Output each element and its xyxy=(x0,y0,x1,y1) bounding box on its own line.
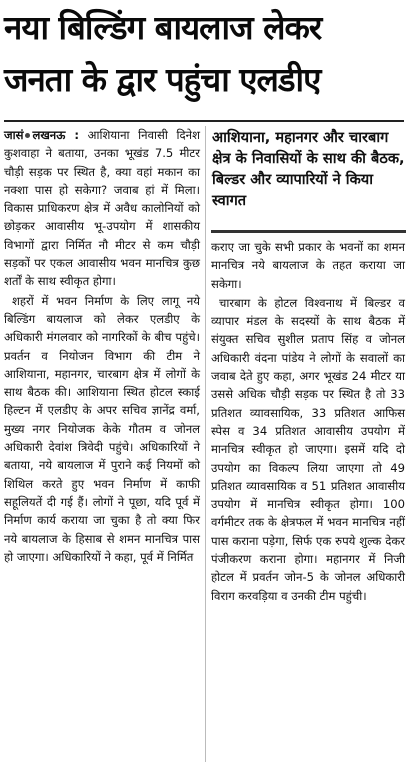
left-paragraph-1 xyxy=(4,126,200,291)
headline-line-1: नया बिल्डिंग बायलाज लेकर xyxy=(4,8,322,47)
column-divider xyxy=(205,126,206,762)
right-paragraph-1: कराए जा चुके सभी प्रकार के भवनों का शमन मानचित्र नये बायलाज के तहत कराया जा सकेगा। xyxy=(211,240,405,291)
left-paragraph-2: शहरों में भवन निर्माण के लिए लागू नये बिल्डिंग बायलाज को लेकर एलडीए के अधिकारी मंगलवार को नागरिकों के बीच पहुंचे। प्रवर्तन व नियोजन विभाग की टीम ने आशियाना, महानगर, चारबाग क्षेत्र में लोगों के साथ बैठक की। आशियाना स्थित होटल स्काई हिल्टन में एलडीए के अपर सचिव ज्ञानेंद्र वर्मा, मुख्य नगर नियोजक केके गौतम व जोनल अधिकारी देवांश त्रिवेदी पहुंचे। अधिकारियों ने बताया, नये बायलाज में पुराने कई नियमों को शिथिल करते हुए भवन निर्माण में काफी सहूलियतें दी गई हैं। लोगों ने पूछा, यदि पूर्व में निर्माण कार्य कराया जा चुका है तो क्या फिर नये बायलाज के हिसाब से शमन मानचित्र पास हो जाएगा। अधिकारियों ने कहा, पूर्व में निर्मित xyxy=(4,293,200,564)
headline xyxy=(4,2,406,106)
right-paragraph-2: चारबाग के होटल विश्वनाथ में बिल्डर व व्यापार मंडल के सदस्यों के साथ बैठक में संयुक्त सचिव सुशील प्रताप सिंह व जोनल अधिकारी वंदना पांडेय ने लोगों के सवालों का जवाब देते हुए कहा, अगर भूखंड 24 मीटर या उससे अधिक चौड़ी सड़क पर स्थित है तो 33 प्रतिशत व्यावसायिक, 33 प्रतिशत आफिस स्पेस व 34 प्रतिशत आवासीय उपयोग में मानचित्र स्वीकृत हो जाएगा। इसमें यदि दो उपयोग का विकल्प लिया जाएगा तो 49 प्रतिशत व्यावसायिक व 51 प्रतिशत आवासीय उपयोग में मानचित्र स्वीकृत होगा। 100 वर्गमीटर तक के क्षेत्रफल में भवन मानचित्र नहीं पास कराना पड़ेगा, सिर्फ एक रुपये शुल्क देकर पंजीकरण कराना होगा। महानगर में निजी होटल में प्रवर्तन जोन-5 के जोनल अधिकारी विराग करवड़िया व उनकी टीम पहुंची। xyxy=(211,295,405,603)
left-paragraph-1-text: आशियाना निवासी दिनेश कुशवाहा ने बताया, उनका भूखंड 7.5 मीटर चौड़ी सड़क पर स्थित है, क्या वहां मकान का नक्शा पास हो सकेगा? जवाब हां में मिला। विकास प्राधिकरण क्षेत्र में अवैध कालोनियों को छोड़कर आवासीय भू-उपयोग में शासकीय विभागों द्वारा निर्मित नौ मीटर से कम चौड़ी सड़कों पर एकल आवासीय भवन मानचित्र कुछ शर्तों के साथ स्वीकृत होगा। xyxy=(4,128,200,289)
headline-rule xyxy=(4,120,404,122)
left-column xyxy=(4,126,200,566)
deck-rule xyxy=(211,230,406,233)
dateline-source: जासं xyxy=(4,128,24,142)
dateline-city: लखनऊ : xyxy=(32,128,79,142)
headline-line-2: जनता के द्वार पहुंचा एलडीए xyxy=(4,60,321,99)
right-column xyxy=(211,238,405,605)
bullet-icon xyxy=(25,133,30,138)
deck-subheadline: आशियाना, महानगर और चारबाग क्षेत्र के निवासियों के साथ की बैठक, बिल्डर और व्यापारियों ने किया स्वागत xyxy=(212,129,405,209)
